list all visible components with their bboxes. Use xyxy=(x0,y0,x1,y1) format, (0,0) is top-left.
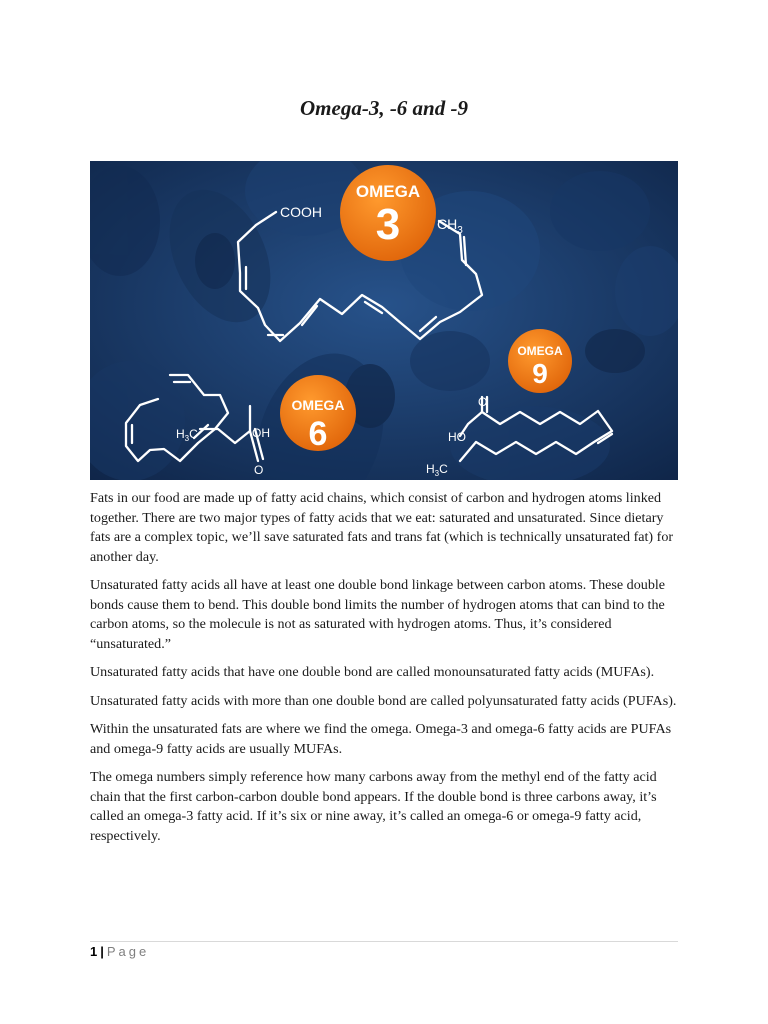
paragraph-omega-types: Within the unsaturated fats are where we find the omega. Omega-3 and omega-6 fatty acids are PUFAs and omega-9 fatty acids are usually MUFAs. xyxy=(90,721,672,757)
footer-separator: | xyxy=(100,944,104,959)
page-footer xyxy=(90,944,149,959)
paragraph-fatty-acids: Fats in our food are made up of fatty acid chains, which consist of carbon and hydrogen atoms linked together. There are two major types of fatty acids that we eat: saturated and unsaturated. Since dietary fats are a complex topic, we’ll save saturated fats and trans fat (which is technically unsaturated fat) for another day. xyxy=(90,490,674,565)
omega-fatty-acids-illustration xyxy=(90,161,678,480)
omega9-badge xyxy=(508,329,572,393)
page-word: Page xyxy=(106,944,150,959)
paragraph-mufas: Unsaturated fatty acids that have one double bond are called monounsaturated fatty acids (MUFAs). xyxy=(90,664,655,680)
paragraph-unsaturated: Unsaturated fatty acids all have at least one double bond linkage between carbon atoms. These double bonds cause them to bend. This double bond limits the number of hydrogen atoms that can bind to the carbon atoms, so the molecule is not as saturated with hydrogen atoms. Thus, it’s considered “unsaturated.” xyxy=(90,577,666,652)
ho-label: HO xyxy=(448,430,466,444)
footer-rule xyxy=(90,941,678,942)
o-right-label: O xyxy=(478,395,488,409)
paragraph-omega-numbers: The omega numbers simply reference how many carbons away from the methyl end of the fatty acid chain that the first carbon-carbon double bond appears. If the double bond is three carbons away, it’s called an omega-3 fatty acid. If it’s six or nine away, it’s called an omega-6 or omega-9 fatty acid, respectively. xyxy=(90,769,657,844)
omega3-badge-word: OMEGA xyxy=(355,182,421,201)
omega3-badge xyxy=(340,165,436,261)
ch3-label: $CH_3$ xyxy=(437,216,463,236)
o-left-label: O xyxy=(254,463,264,477)
omega9-badge-word: OMEGA xyxy=(517,344,563,358)
omega6-badge-word: OMEGA xyxy=(291,397,345,413)
omega9-badge-number: 9 xyxy=(532,358,548,389)
h3c-left-label: $H_3C$ xyxy=(176,427,198,443)
body-text xyxy=(90,489,678,855)
oh-label: OH xyxy=(252,426,270,440)
paragraph-pufas: Unsaturated fatty acids with more than one double bond are called polyunsaturated fatty acids (PUFAs). xyxy=(90,692,677,709)
omega6-badge-number: 6 xyxy=(308,415,328,453)
cooh-label: COOH xyxy=(280,204,322,220)
page-number: 1 xyxy=(90,944,98,959)
omega3-badge-number: 3 xyxy=(375,200,401,249)
h3c-right-label: $H_3C$ xyxy=(426,462,448,478)
document-title: Omega-3, -6 and -9 xyxy=(300,96,468,120)
